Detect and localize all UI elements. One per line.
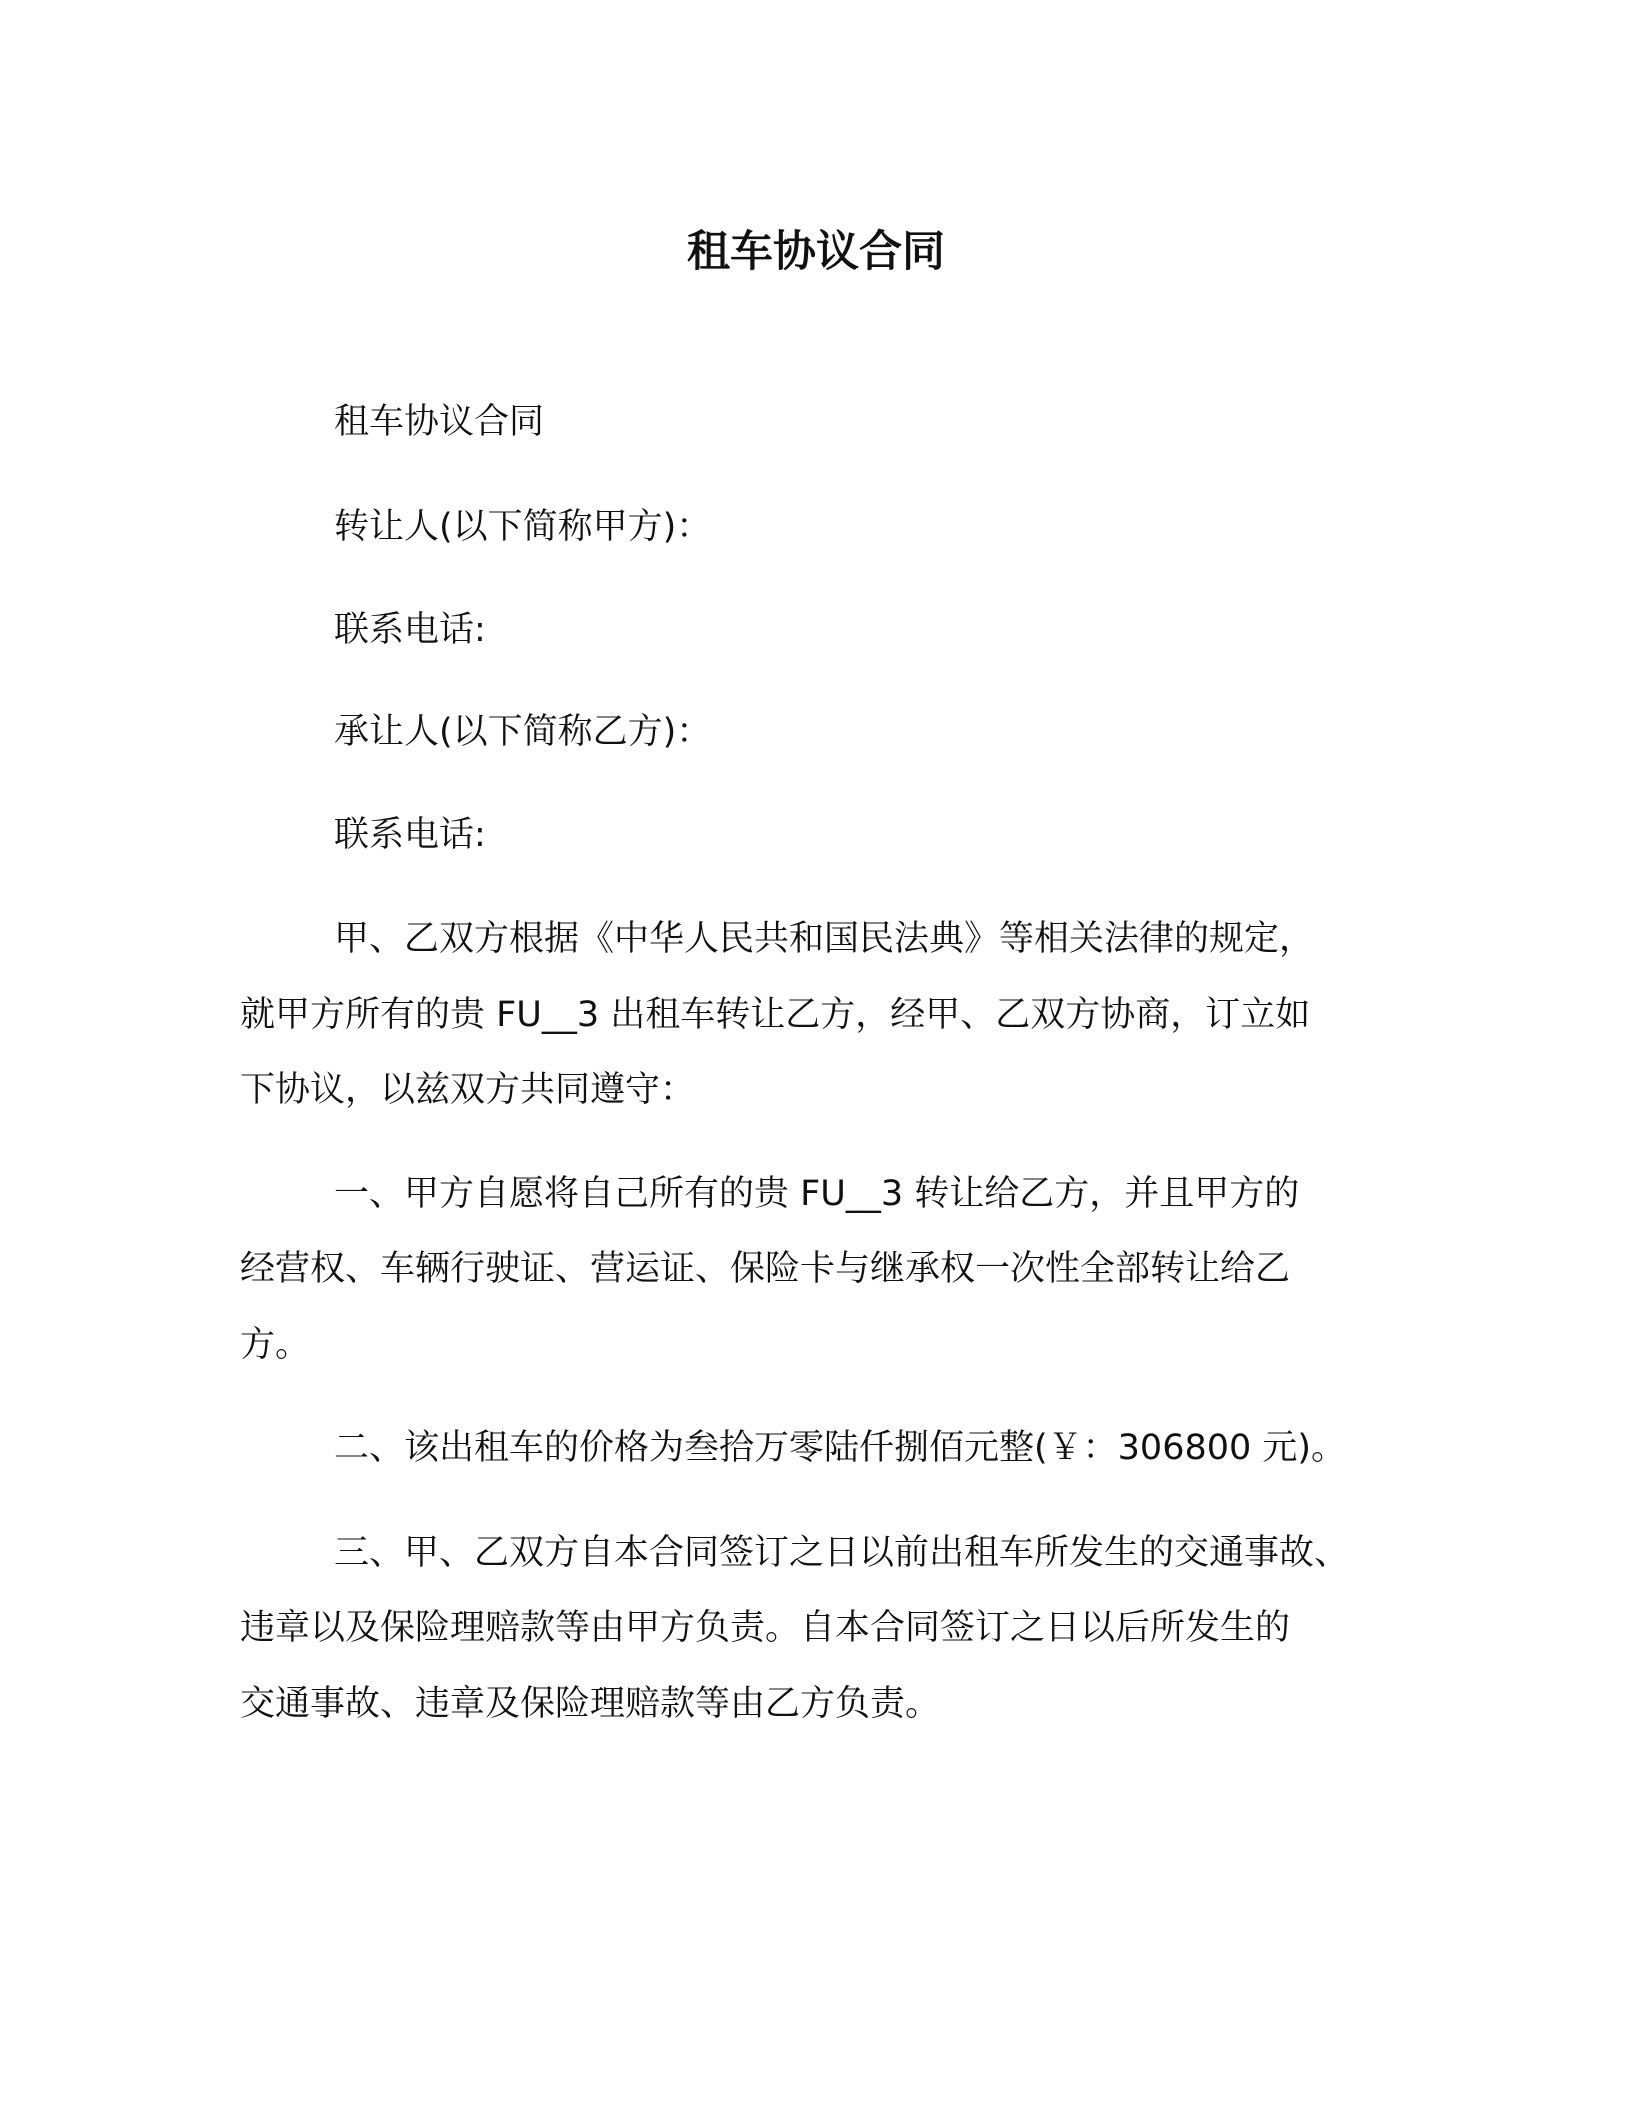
clause-1-line: 方。: [240, 1325, 311, 1365]
party-a-phone-line: 联系电话:: [334, 610, 486, 650]
party-b-line: 承让人(以下简称乙方)：: [334, 712, 712, 752]
clause-3-line: 三、甲、乙双方自本合同签订之日以前出租车所发生的交通事故、: [334, 1533, 1350, 1573]
clause-1-line: 一、甲方自愿将自己所有的贵 FU__3 转让给乙方，并且甲方的: [334, 1174, 1300, 1214]
clause-3-line: 违章以及保险理赔款等由甲方负责。自本合同签订之日以后所发生的: [240, 1608, 1291, 1648]
document-title: 租车协议合同: [687, 227, 945, 277]
intro-paragraph-line: 就甲方所有的贵 FU__3 出租车转让乙方，经甲、乙双方协商，订立如: [240, 995, 1311, 1035]
clause-3-line: 交通事故、违章及保险理赔款等由乙方负责。: [240, 1684, 941, 1724]
party-a-line: 转让人(以下简称甲方)：: [334, 507, 712, 547]
clause-1-line: 经营权、车辆行驶证、营运证、保险卡与继承权一次性全部转让给乙: [240, 1249, 1291, 1289]
party-b-phone-line: 联系电话:: [334, 815, 486, 855]
clause-2-line: 二、该出租车的价格为叁拾万零陆仟捌佰元整(￥：306800 元)。: [334, 1428, 1347, 1468]
intro-paragraph-line: 甲、乙双方根据《中华人民共和国民法典》等相关法律的规定，: [334, 919, 1315, 959]
subtitle-line: 租车协议合同: [334, 402, 545, 442]
intro-paragraph-line: 下协议，以兹双方共同遵守：: [240, 1070, 696, 1110]
